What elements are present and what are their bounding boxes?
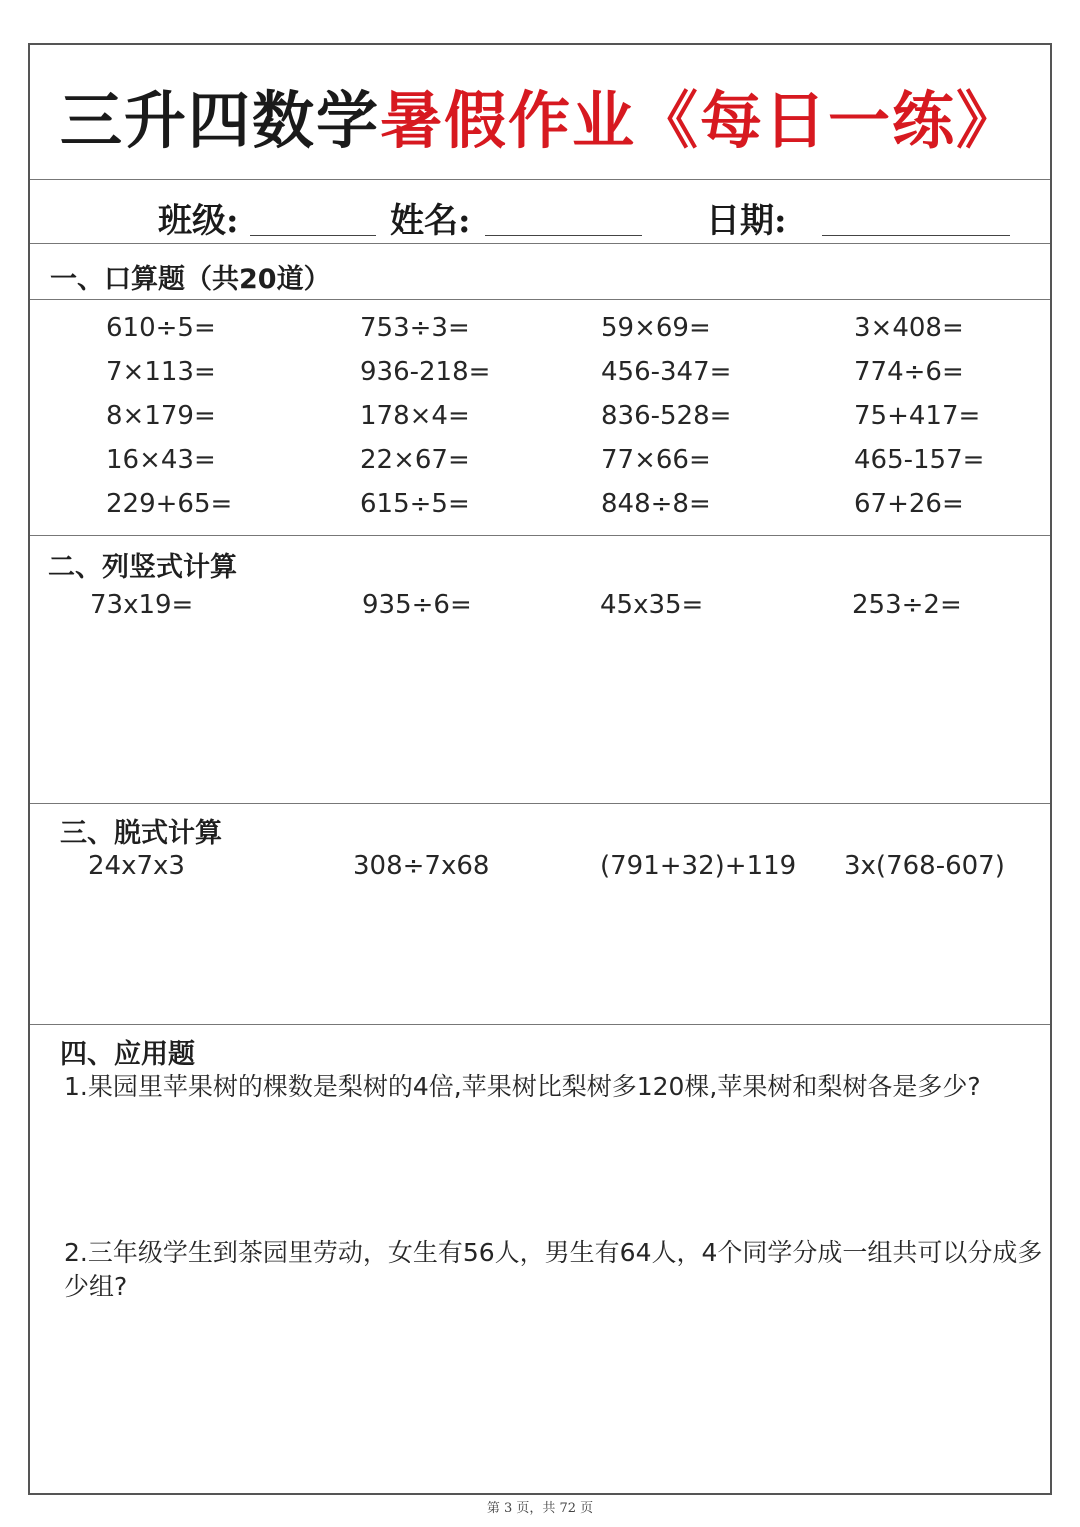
oral-problem: 22×67= bbox=[360, 445, 470, 475]
oral-problem: 774÷6= bbox=[854, 357, 964, 387]
oral-problem: 77×66= bbox=[601, 445, 711, 475]
oral-problem: 610÷5= bbox=[106, 313, 216, 343]
oral-problem: 753÷3= bbox=[360, 313, 470, 343]
divider-fields bbox=[30, 243, 1050, 244]
section-application-title: 四、应用题 bbox=[60, 1039, 195, 1070]
section-oral-title: 一、口算题（共20道） bbox=[50, 264, 331, 295]
oral-problem: 75+417= bbox=[854, 401, 981, 431]
oral-problem: 465-157= bbox=[854, 445, 985, 475]
page-footer: 第 3 页，共 72 页 bbox=[486, 1501, 594, 1516]
divider-vertical bbox=[30, 803, 1050, 804]
oral-problem: 7×113= bbox=[106, 357, 216, 387]
date-blank[interactable] bbox=[822, 235, 1010, 236]
vertical-problem: 253÷2= bbox=[852, 590, 962, 620]
word-problem-1: 1.果园里苹果树的棵数是梨树的4倍,苹果树比梨树多120棵,苹果树和梨树各是多少? bbox=[64, 1072, 981, 1101]
oral-problem: 178×4= bbox=[360, 401, 470, 431]
divider-oral bbox=[30, 535, 1050, 536]
oral-problem: 836-528= bbox=[601, 401, 732, 431]
date-label: 日期: bbox=[706, 201, 787, 241]
vertical-problem: 935÷6= bbox=[362, 590, 472, 620]
name-label: 姓名: bbox=[390, 201, 471, 241]
divider-stepwise bbox=[30, 1024, 1050, 1025]
oral-problem: 615÷5= bbox=[360, 489, 470, 519]
vertical-problem: 73x19= bbox=[90, 590, 194, 620]
oral-problem: 848÷8= bbox=[601, 489, 711, 519]
oral-problem: 16×43= bbox=[106, 445, 216, 475]
oral-problem: 456-347= bbox=[601, 357, 732, 387]
oral-problem: 67+26= bbox=[854, 489, 964, 519]
oral-problem: 8×179= bbox=[106, 401, 216, 431]
worksheet-frame bbox=[28, 43, 1052, 1495]
oral-problem: 3×408= bbox=[854, 313, 964, 343]
section-stepwise-title: 三、脱式计算 bbox=[60, 818, 222, 849]
page-title bbox=[30, 71, 1050, 160]
oral-problem: 59×69= bbox=[601, 313, 711, 343]
oral-problem: 936-218= bbox=[360, 357, 491, 387]
stepwise-problem: 308÷7x68 bbox=[353, 851, 490, 881]
word-problem-2: 2.三年级学生到茶园里劳动，女生有56人，男生有64人，4个同学分成一组共可以分成多少组? bbox=[64, 1238, 1043, 1301]
stepwise-problem: 24x7x3 bbox=[88, 851, 185, 881]
divider-title bbox=[30, 179, 1050, 180]
stepwise-problem: 3x(768-607) bbox=[844, 851, 1005, 881]
stepwise-problem: (791+32)+119 bbox=[600, 851, 797, 881]
title-red-part: 暑假作业《每日一练》 bbox=[380, 84, 1021, 157]
section-vertical-title: 二、列竖式计算 bbox=[48, 552, 237, 583]
title-black-part: 三升四数学 bbox=[59, 84, 380, 157]
class-blank[interactable] bbox=[250, 235, 376, 236]
oral-problem: 229+65= bbox=[106, 489, 233, 519]
vertical-problem: 45x35= bbox=[600, 590, 704, 620]
divider-oral-header bbox=[30, 299, 1050, 300]
class-label: 班级: bbox=[158, 201, 239, 241]
name-blank[interactable] bbox=[485, 235, 642, 236]
